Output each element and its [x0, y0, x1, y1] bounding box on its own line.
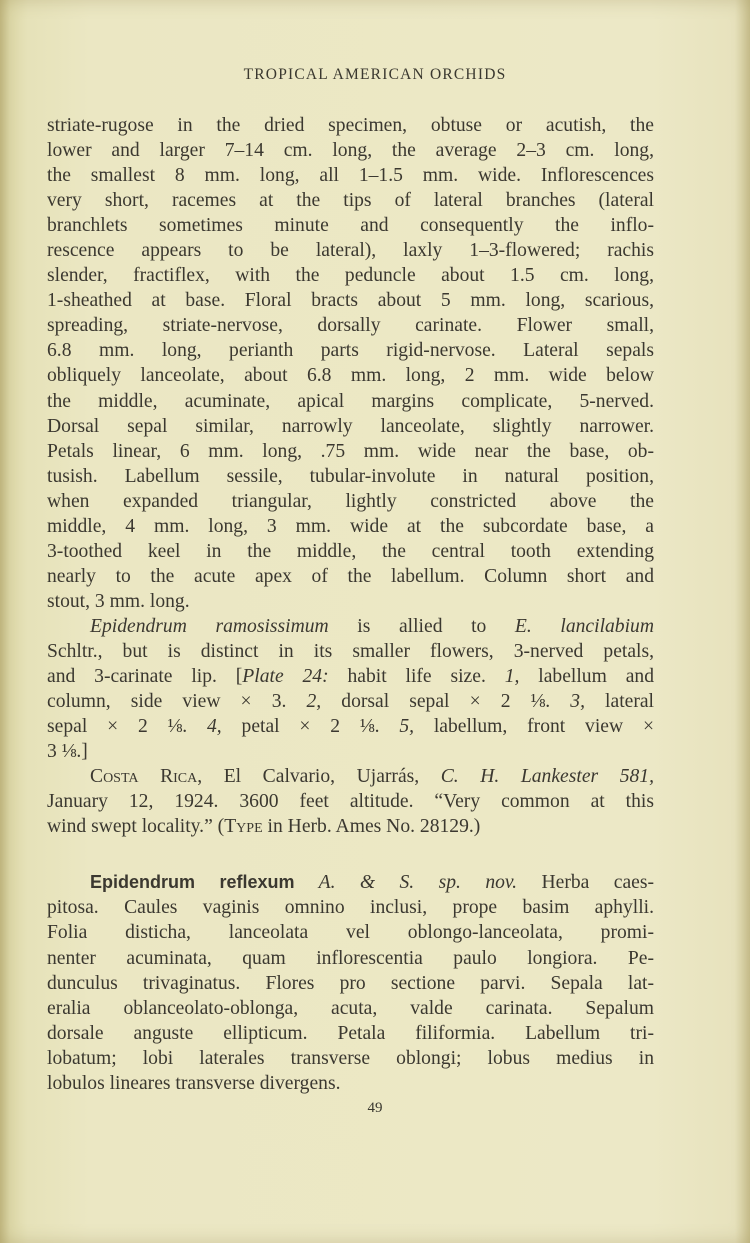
text-fragment: habit life size. [328, 666, 505, 688]
text-line: stout, 3 mm. long. [47, 590, 190, 612]
text-line: lower and larger 7–14 cm. long, the average 2–3 cm. long, [47, 140, 654, 162]
text-line: nenter acuminata, quam inflorescentia paulo longiora. Pe- [47, 947, 654, 969]
text-fragment: dorsal sepal × 2 ⅛. [321, 691, 571, 713]
text-line [47, 714, 654, 739]
text-fragment: labellum and [519, 666, 654, 688]
text-line: 1-sheathed at base. Floral bracts about 5 mm. long, scarious, [47, 290, 654, 312]
text-line [47, 664, 654, 689]
section-gap [47, 839, 654, 870]
plate-reference: Plate 24: [242, 666, 329, 688]
text-fragment: sepal × 2 ⅛. [47, 716, 207, 738]
text-line: eralia oblanceolato-oblonga, acuta, valde carinata. Sepalum [47, 997, 654, 1019]
text-line: pitosa. Caules vaginis omnino inclusi, prope basim aphylli. [47, 897, 654, 919]
figure-number: 5, [399, 716, 415, 738]
text-line [47, 870, 654, 895]
page-body [47, 113, 654, 1096]
text-fragment: is allied to [328, 615, 515, 637]
figure-number: 2, [306, 691, 322, 713]
text-fragment: in Herb. Ames No. 28129.) [262, 816, 481, 838]
text-line: very short, racemes at the tips of lateral branches (lateral [47, 190, 654, 212]
text-line: Dorsal sepal similar, narrowly lanceolate, slightly narrower. [47, 415, 654, 437]
figure-number: 3, [570, 691, 585, 713]
collector-name: C. H. Lankester 581, [440, 766, 654, 788]
paragraph-latin-diagnosis [47, 870, 654, 1095]
text-line: the middle, acuminate, apical margins complicate, 5-nerved. [47, 390, 654, 412]
text-line: the smallest 8 mm. long, all 1–1.5 mm. wide. Inflorescences [47, 165, 654, 187]
text-line: dunculus trivaginatus. Flores pro sectione parvi. Sepala lat- [47, 972, 654, 994]
text-line: striate-rugose in the dried specimen, obtuse or acutish, the [47, 115, 654, 136]
text-fragment: Herba caes- [517, 872, 654, 894]
text-line: branchlets sometimes minute and consequently the inflo- [47, 215, 654, 237]
text-line: nearly to the acute apex of the labellum. Column short and [47, 565, 654, 587]
text-line: obliquely lanceolate, about 6.8 mm. long, 2 mm. wide below [47, 365, 654, 387]
text-line: 3 ⅛.] [47, 741, 88, 763]
paragraph-description [47, 113, 654, 614]
text-line: middle, 4 mm. long, 3 mm. wide at the subcordate base, a [47, 515, 654, 537]
text-line: lobulos lineares transverse divergens. [47, 1072, 341, 1094]
text-line [47, 814, 654, 839]
paragraph-remarks [47, 614, 654, 764]
text-line: dorsale anguste ellipticum. Petala filiformia. Labellum tri- [47, 1022, 654, 1044]
text-fragment: lateral [584, 691, 654, 713]
text-line [47, 614, 654, 639]
text-fragment: , El Calvario, Ujarrás, [197, 766, 441, 788]
text-line: 6.8 mm. long, perianth parts rigid-nervose. Lateral sepals [47, 340, 654, 362]
species-heading: Epidendrum reflexum [90, 872, 295, 893]
text-line: 3-toothed keel in the middle, the central tooth extending [47, 540, 654, 562]
text-line: spreading, striate-nervose, dorsally carinate. Flower small, [47, 315, 654, 337]
text-fragment: column, side view × 3. [47, 691, 307, 713]
text-line: Schltr., but is distinct in its smaller flowers, 3-nerved petals, [47, 640, 654, 662]
authority: A. & S. sp. nov. [294, 872, 518, 894]
text-line: tusish. Labellum sessile, tubular-involute in natural position, [47, 465, 654, 487]
text-line: Petals linear, 6 mm. long, .75 mm. wide near the base, ob- [47, 440, 654, 462]
text-line [47, 689, 654, 714]
text-fragment: petal × 2 ⅛. [221, 716, 400, 738]
text-line: when expanded triangular, lightly constricted above the [47, 490, 654, 512]
figure-number: 4, [207, 716, 222, 738]
page-number: 49 [367, 1100, 383, 1116]
type-label: Type [224, 816, 263, 838]
figure-number: 1, [504, 666, 520, 688]
text-line: slender, fractiflex, with the peduncle about 1.5 cm. long, [47, 265, 654, 287]
species-name: E. lancilabium [514, 615, 654, 637]
running-header: TROPICAL AMERICAN ORCHIDS [243, 66, 507, 83]
species-name: Epidendrum ramosissimum [90, 615, 329, 637]
text-line: January 12, 1924. 3600 feet altitude. “Very common at this [47, 791, 654, 813]
text-fragment: wind swept locality.” ( [47, 816, 225, 838]
text-line: Folia disticha, lanceolata vel oblongo-lanceolata, promi- [47, 922, 654, 944]
text-line: lobatum; lobi laterales transverse oblongi; lobus medius in [47, 1047, 654, 1069]
text-line [47, 764, 654, 789]
text-fragment: and 3-carinate lip. [ [47, 666, 243, 688]
paragraph-specimen [47, 764, 654, 839]
locality-country: Costa Rica [90, 766, 198, 788]
text-fragment: labellum, front view × [414, 716, 655, 738]
text-line: rescence appears to be lateral), laxly 1–3-flowered; rachis [47, 240, 654, 262]
